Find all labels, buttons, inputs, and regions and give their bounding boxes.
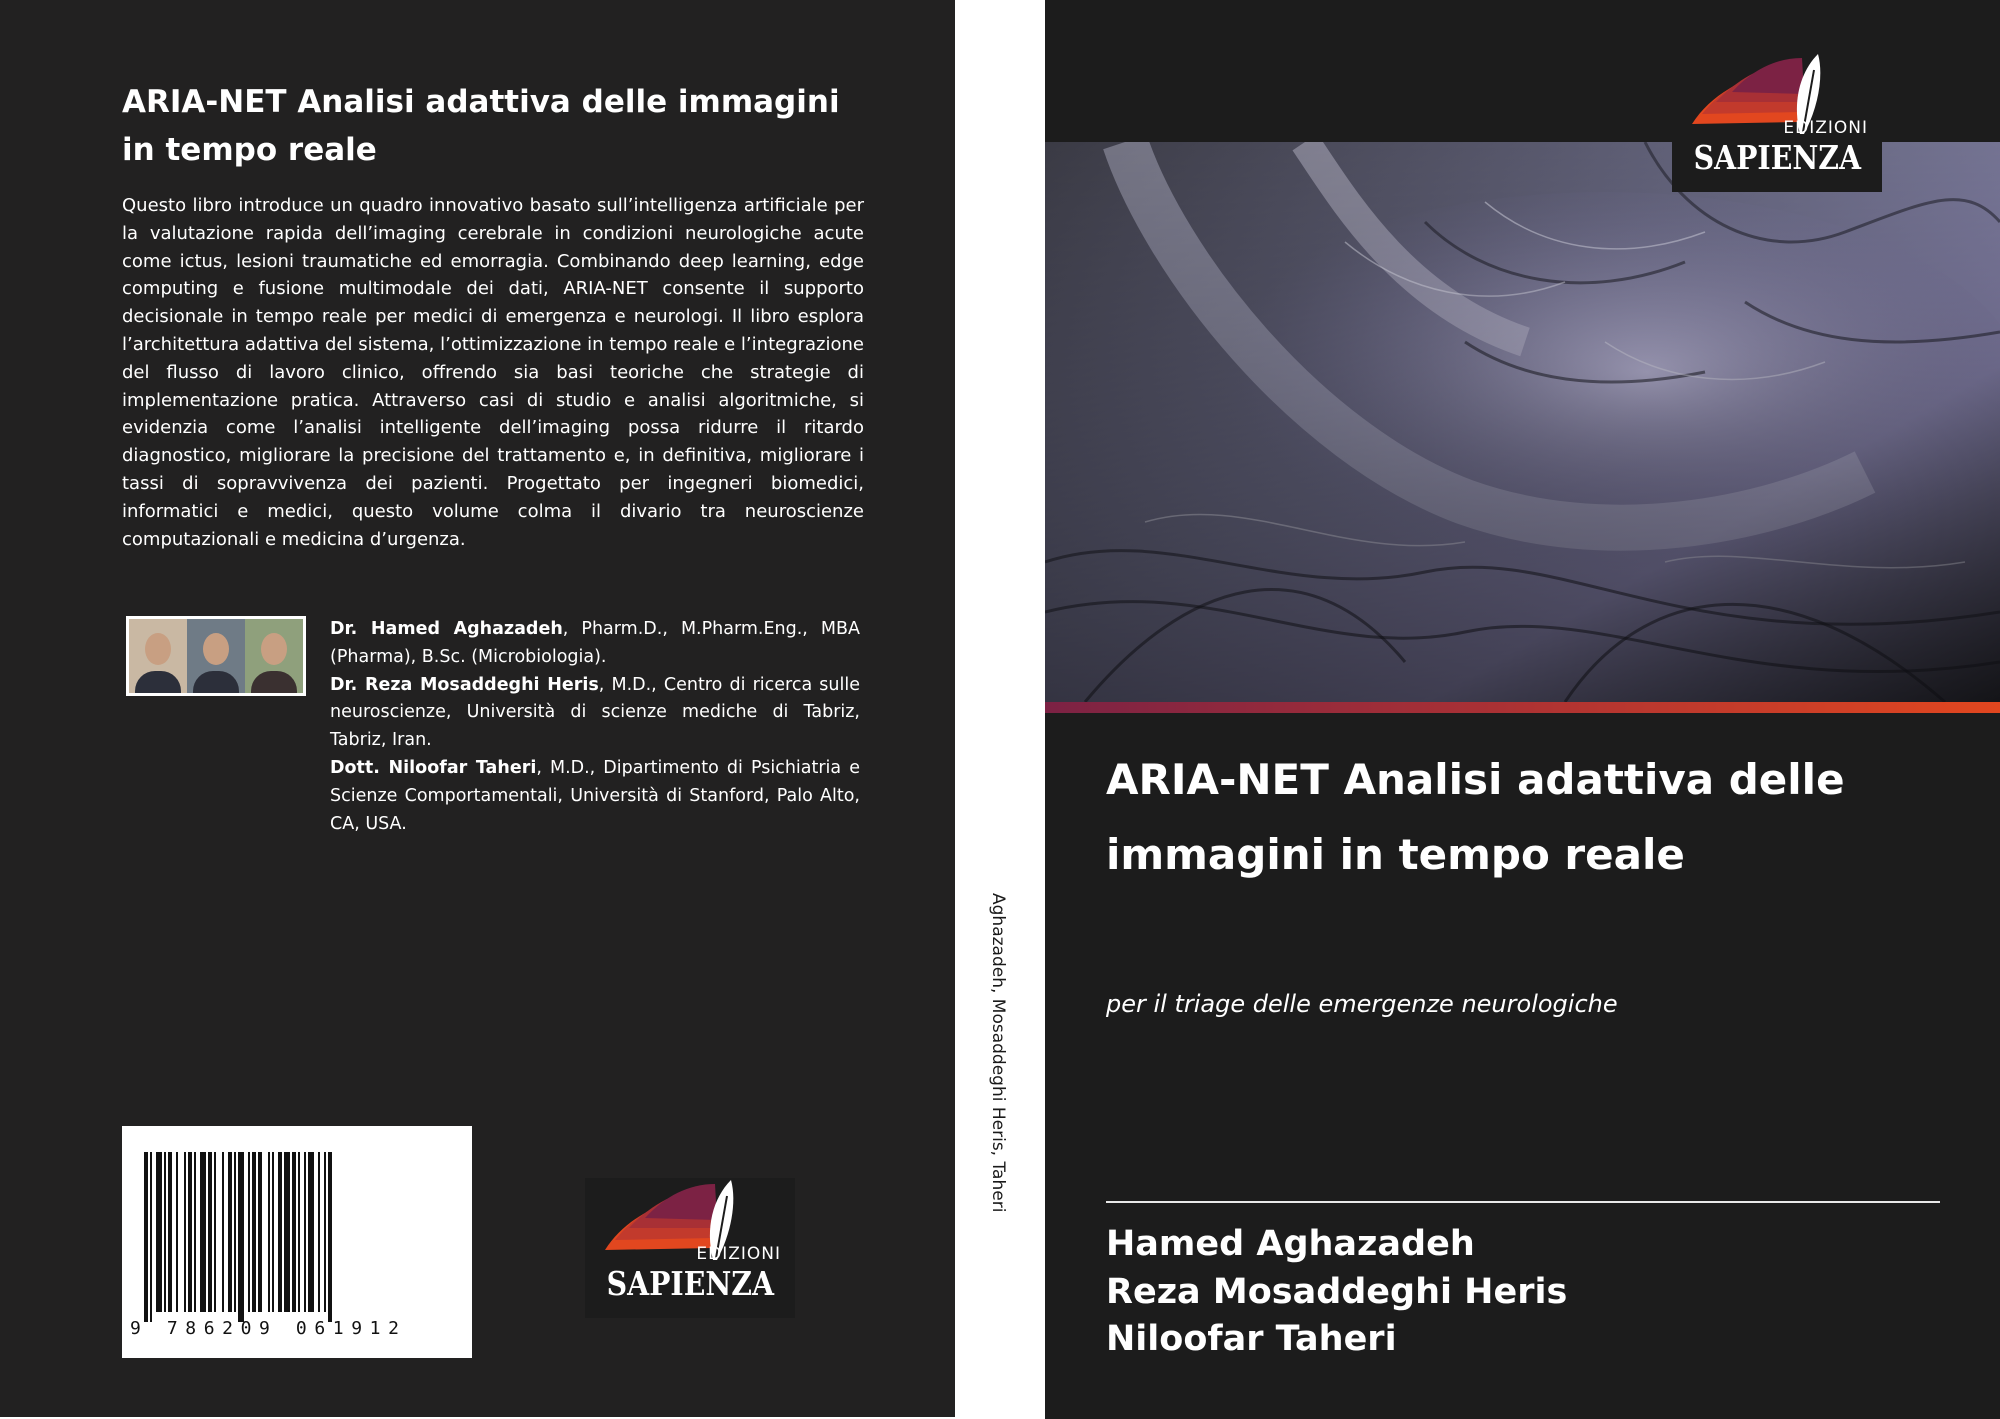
barcode-bar bbox=[268, 1152, 270, 1312]
barcode-bar bbox=[272, 1152, 274, 1312]
barcode-bar bbox=[278, 1152, 282, 1312]
barcode-bar bbox=[194, 1152, 196, 1312]
neural-head-illustration-icon bbox=[1045, 142, 2000, 702]
author-photo-3 bbox=[245, 619, 303, 693]
author-bio-details: , Pharm.D., M.Pharm.Eng., MBA (Pharma), B.Sc. (Microbiologia). bbox=[330, 619, 860, 667]
barcode-bar bbox=[304, 1152, 306, 1312]
publisher-edizioni: EDIZIONI bbox=[1783, 118, 1868, 138]
back-cover-title: ARIA-NET Analisi adattiva delle immagini in tempo reale bbox=[122, 84, 840, 168]
author-bio-name: Dott. Niloofar Taheri bbox=[330, 757, 537, 778]
barcode-bar bbox=[258, 1152, 262, 1312]
barcode-bar bbox=[214, 1152, 216, 1312]
back-cover-blurb: Questo libro introduce un quadro innovativo basato sull’intelligenza artificiale per la valutazione rapida dell’imaging cerebrale in condizioni neurologiche acute come ictus, lesioni traumatiche ed emorragia. Combinando deep learning, edge computing e fusione multimodale dei dati, ARIA-NET consente il supporto decisionale in tempo reale per medici di emergenza e neurologi. Il libro esplora l’architettura adattiva del sistema, l’ottimizzazione in tempo reale e l’integrazione del flusso di lavoro clinico, offrendo sia basi teoriche che strategie di implementazione pratica. Attraverso casi di studio e analisi algoritmiche, si evidenzia come l’analisi intelligente dell’imaging possa ridurre il ritardo diagnostico, migliorare la precisione del trattamento e, in definitiva, migliorare i tassi di sopravvivenza dei pazienti. Progettato per ingegneri biomedici, informatici e medici, questo volume colma il divario tra neuroscienze computazionali e medicina d’urgenza. bbox=[122, 195, 864, 550]
barcode-bar bbox=[284, 1152, 290, 1312]
author-bio bbox=[330, 616, 860, 672]
author-bio-details: , M.D., Centro di ricerca sulle neuroscienze, Università di scienze mediche di Tabriz, Tabriz, Iran. bbox=[330, 674, 860, 751]
isbn-digits: 9 786209 061912 bbox=[130, 1318, 407, 1339]
barcode-bar bbox=[238, 1152, 244, 1322]
author-photo-2 bbox=[187, 619, 245, 693]
barcode-bar bbox=[222, 1152, 224, 1312]
front-cover-authors bbox=[1106, 1221, 1926, 1364]
barcode-bar bbox=[144, 1152, 148, 1322]
barcode-bar bbox=[176, 1152, 178, 1312]
barcode-bar bbox=[292, 1152, 296, 1312]
author-name: Niloofar Taheri bbox=[1106, 1319, 1397, 1359]
author-name: Reza Mosaddeghi Heris bbox=[1106, 1271, 1568, 1312]
barcode-bar bbox=[164, 1152, 166, 1312]
front-cover bbox=[1045, 0, 2000, 1419]
barcode-bar bbox=[252, 1152, 256, 1312]
barcode-bar bbox=[150, 1152, 152, 1322]
front-cover-title: ARIA-NET Analisi adattiva delle immagini in tempo reale bbox=[1106, 755, 1845, 879]
barcode-bar bbox=[200, 1152, 206, 1312]
accent-bar bbox=[1045, 702, 2000, 713]
divider bbox=[1106, 1201, 1940, 1203]
isbn-barcode bbox=[122, 1126, 472, 1358]
barcode-bar bbox=[168, 1152, 172, 1312]
barcode-bar bbox=[248, 1152, 250, 1312]
barcode-bar bbox=[188, 1152, 192, 1312]
barcode-bar bbox=[156, 1152, 162, 1312]
barcode-bar bbox=[298, 1152, 300, 1312]
author-bio bbox=[330, 755, 860, 838]
publisher-name: SAPIENZA bbox=[606, 1264, 775, 1303]
barcode-bar bbox=[184, 1152, 186, 1312]
author-photo-1 bbox=[129, 619, 187, 693]
publisher-edizioni: EDIZIONI bbox=[696, 1244, 781, 1264]
front-cover-subtitle: per il triage delle emergenze neurologiche bbox=[1106, 990, 1618, 1018]
author-bio-name: Dr. Hamed Aghazadeh bbox=[330, 619, 563, 639]
spine-authors: Aghazadeh, Mosaddeghi Heris, Taheri bbox=[988, 893, 1008, 1213]
back-cover bbox=[0, 0, 955, 1417]
author-name: Hamed Aghazadeh bbox=[1106, 1224, 1475, 1264]
publisher-name: SAPIENZA bbox=[1693, 138, 1862, 177]
author-bio-details: , M.D., Dipartimento di Psichiatria e Scienze Comportamentali, Università di Stanford, Palo Alto, CA, USA. bbox=[330, 757, 860, 834]
barcode-bar bbox=[308, 1152, 314, 1312]
barcode-bar bbox=[208, 1152, 212, 1312]
authors-photo bbox=[126, 616, 306, 696]
author-bios bbox=[330, 616, 860, 838]
barcode-bar bbox=[228, 1152, 232, 1312]
barcode-bar bbox=[234, 1152, 236, 1312]
publisher-logo-back bbox=[585, 1178, 795, 1318]
author-bio bbox=[330, 672, 860, 755]
barcode-bar bbox=[324, 1152, 326, 1312]
publisher-logo-front bbox=[1672, 52, 1882, 192]
barcode-bar bbox=[328, 1152, 332, 1322]
author-bio-name: Dr. Reza Mosaddeghi Heris bbox=[330, 674, 599, 695]
barcode-bar bbox=[318, 1152, 320, 1312]
